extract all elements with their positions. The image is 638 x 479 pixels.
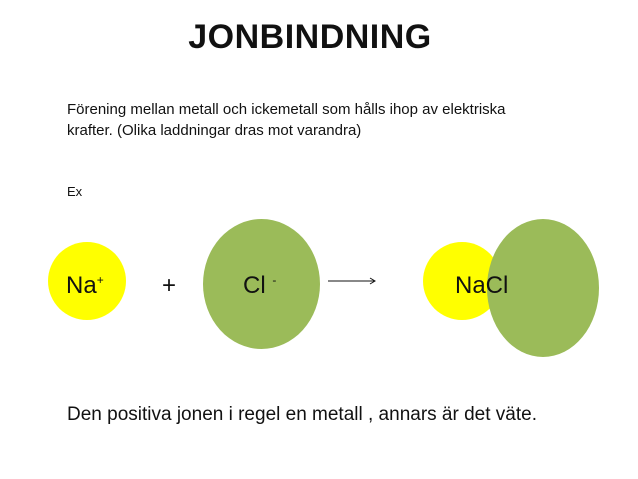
definition-line-1: Förening mellan metall och ickemetall som hålls ihop av elektriska [67, 101, 506, 118]
sodium-ion-label [66, 272, 104, 300]
product-label: NaCl [455, 272, 509, 299]
sodium-charge: + [96, 273, 104, 287]
slide-title: JONBINDNING [188, 18, 432, 56]
plus-sign: + [162, 272, 177, 299]
example-label: Ex [67, 184, 83, 199]
chloride-charge: - [272, 273, 277, 287]
chloride-symbol: Cl [243, 272, 266, 299]
chloride-ion-label [243, 272, 276, 300]
footer-text: Den positiva jonen i regel en metall , annars är det väte. [67, 404, 537, 425]
definition-line-2: krafter. (Olika laddningar dras mot varandra) [67, 122, 362, 139]
sodium-symbol: Na [66, 272, 97, 299]
reaction-arrow-icon [328, 276, 378, 286]
